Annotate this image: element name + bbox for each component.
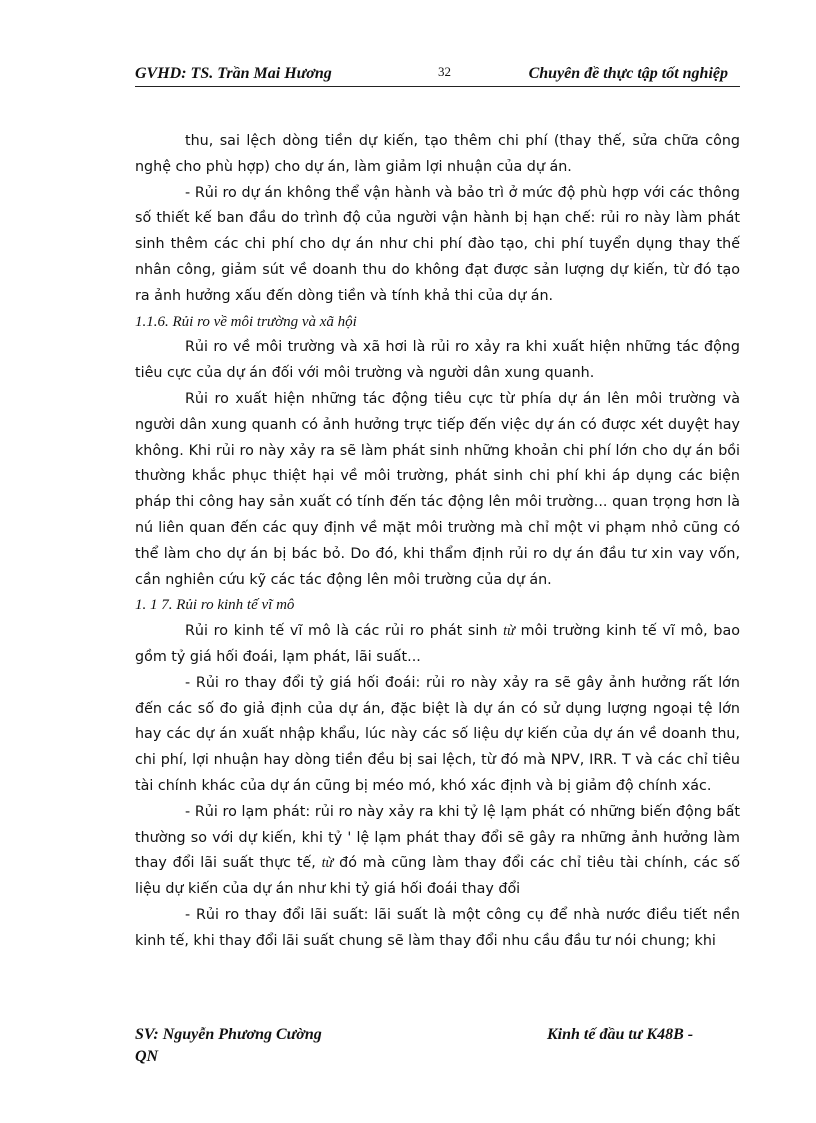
page-number: 32 [438, 64, 451, 79]
paragraph-4: Rủi ro xuất hiện những tác động tiêu cực từ phía dự án lên môi trường và người dân xung quanh có ảnh hưởng trực tiếp đến việc dự án có được xét duyệt hay không. Khi rủi ro này xảy ra sẽ làm phát sinh những khoản chi phí lớn cho dự án bồi thường khắc phục thiệt hại về môi trường, phát sinh chi phí khi áp dụng các biện pháp thi công hay sản xuất có tính đến tác động lên môi trường... quan trọng hơn là nú liên quan đến các quy định về mặt môi trường mà chỉ một vi phạm nhỏ cũng có thể làm cho dự án bị bác bỏ. Do đó, khi thẩm định rủi ro dự án đầu tư xin vay vốn, cần nghiên cứu kỹ các tác động lên môi trường của dự án. [135, 390, 740, 588]
section-heading-1-1-6: 1.1.6. Rủi ro về môi trường và xã hội [135, 313, 357, 330]
paragraph-5-emphasis: từ [503, 623, 515, 640]
page-header [135, 62, 740, 87]
paragraph-6: - Rủi ro thay đổi tỷ giá hối đoái: rủi ro này xảy ra sẽ gây ảnh hưởng rất lớn đến các số đo giả định của dự án, đặc biệt là dự án có sử dụng lượng ngoại tệ lớn hay các dự án xuất nhập khẩu, lúc này các số liệu dự kiến của dự án về doanh thu, chi phí, lợi nhuận hay dòng tiền đều bị sai lệch, từ đó mà NPV, IRR. T và các chỉ tiêu tài chính khác của dự án cũng bị méo mó, khó xác định và bị giảm độ chính xác. [135, 674, 740, 794]
section-heading-1-1-7: 1. 1 7. Rủi ro kinh tế vĩ mô [135, 597, 295, 614]
paragraph-5-part-a: Rủi ro kinh tế vĩ mô là các rủi ro phát sinh [185, 623, 504, 640]
footer-student: SV: Nguyễn Phương Cường [135, 1026, 322, 1043]
paragraph-3: Rủi ro về môi trường và xã hơi là rủi ro xảy ra khi xuất hiện những tác động tiêu cực của dự án đối với môi trường và người dân xung quanh. [135, 339, 740, 382]
paragraph-7-part-b: đó mà cũng làm thay đổi các chỉ tiêu tài chính, các số liệu dự kiến của dự án như khi tỷ giá hối đoái thay đổi [135, 855, 740, 898]
paragraph-2: - Rủi ro dự án không thể vận hành và bảo trì ở mức độ phù hợp với các thông số thiết kế ban đầu do trình độ của người vận hành bị hạn chế: rủi ro này làm phát sinh thêm các chi phí cho dự án như chi phí đào tạo, chi phí tuyển dụng thay thế nhân công, giảm sút về doanh thu do không đạt được sản lượng dự kiến, từ đó tạo ra ảnh hưởng xấu đến dòng tiền và tính khả thi của dự án. [135, 184, 740, 304]
paragraph-7-emphasis: từ [321, 855, 334, 872]
paragraph-7-part-a: - Rủi ro lạm phát: rủi ro này xảy ra khi tỷ lệ lạm phát có những biến động bất thường so với dự kiến, khi tỷ ' lệ lạm phát thay đổi sẽ gây ra những ảnh hưởng làm thay đổi lãi suất thực tế, [135, 803, 740, 872]
header-supervisor: GVHD: TS. Trần Mai Hương [135, 65, 332, 82]
footer-student-suffix: QN [135, 1048, 159, 1065]
paragraph-7 [135, 800, 740, 903]
paragraph-5 [135, 619, 740, 671]
paragraph-8: - Rủi ro thay đổi lãi suất: lãi suất là một công cụ để nhà nước điều tiết nền kinh tế, khi thay đổi lãi suất chung sẽ làm thay đổi nhu cầu đầu tư nói chung; khi [135, 906, 740, 949]
header-document-title: Chuyên đề thực tập tốt nghiệp [528, 65, 728, 82]
footer-class: Kinh tế đầu tư K48B - [547, 1026, 694, 1043]
paragraph-1: thu, sai lệch dòng tiền dự kiến, tạo thêm chi phí (thay thế, sửa chữa công nghệ cho phù hợp) cho dự án, làm giảm lợi nhuận của dự án. [135, 133, 740, 175]
document-body [135, 129, 740, 955]
paragraph-5-part-b: môi trường kinh tế vĩ mô, bao gồm tỷ giá hối đoái, lạm phát, lãi suất... [135, 623, 740, 665]
